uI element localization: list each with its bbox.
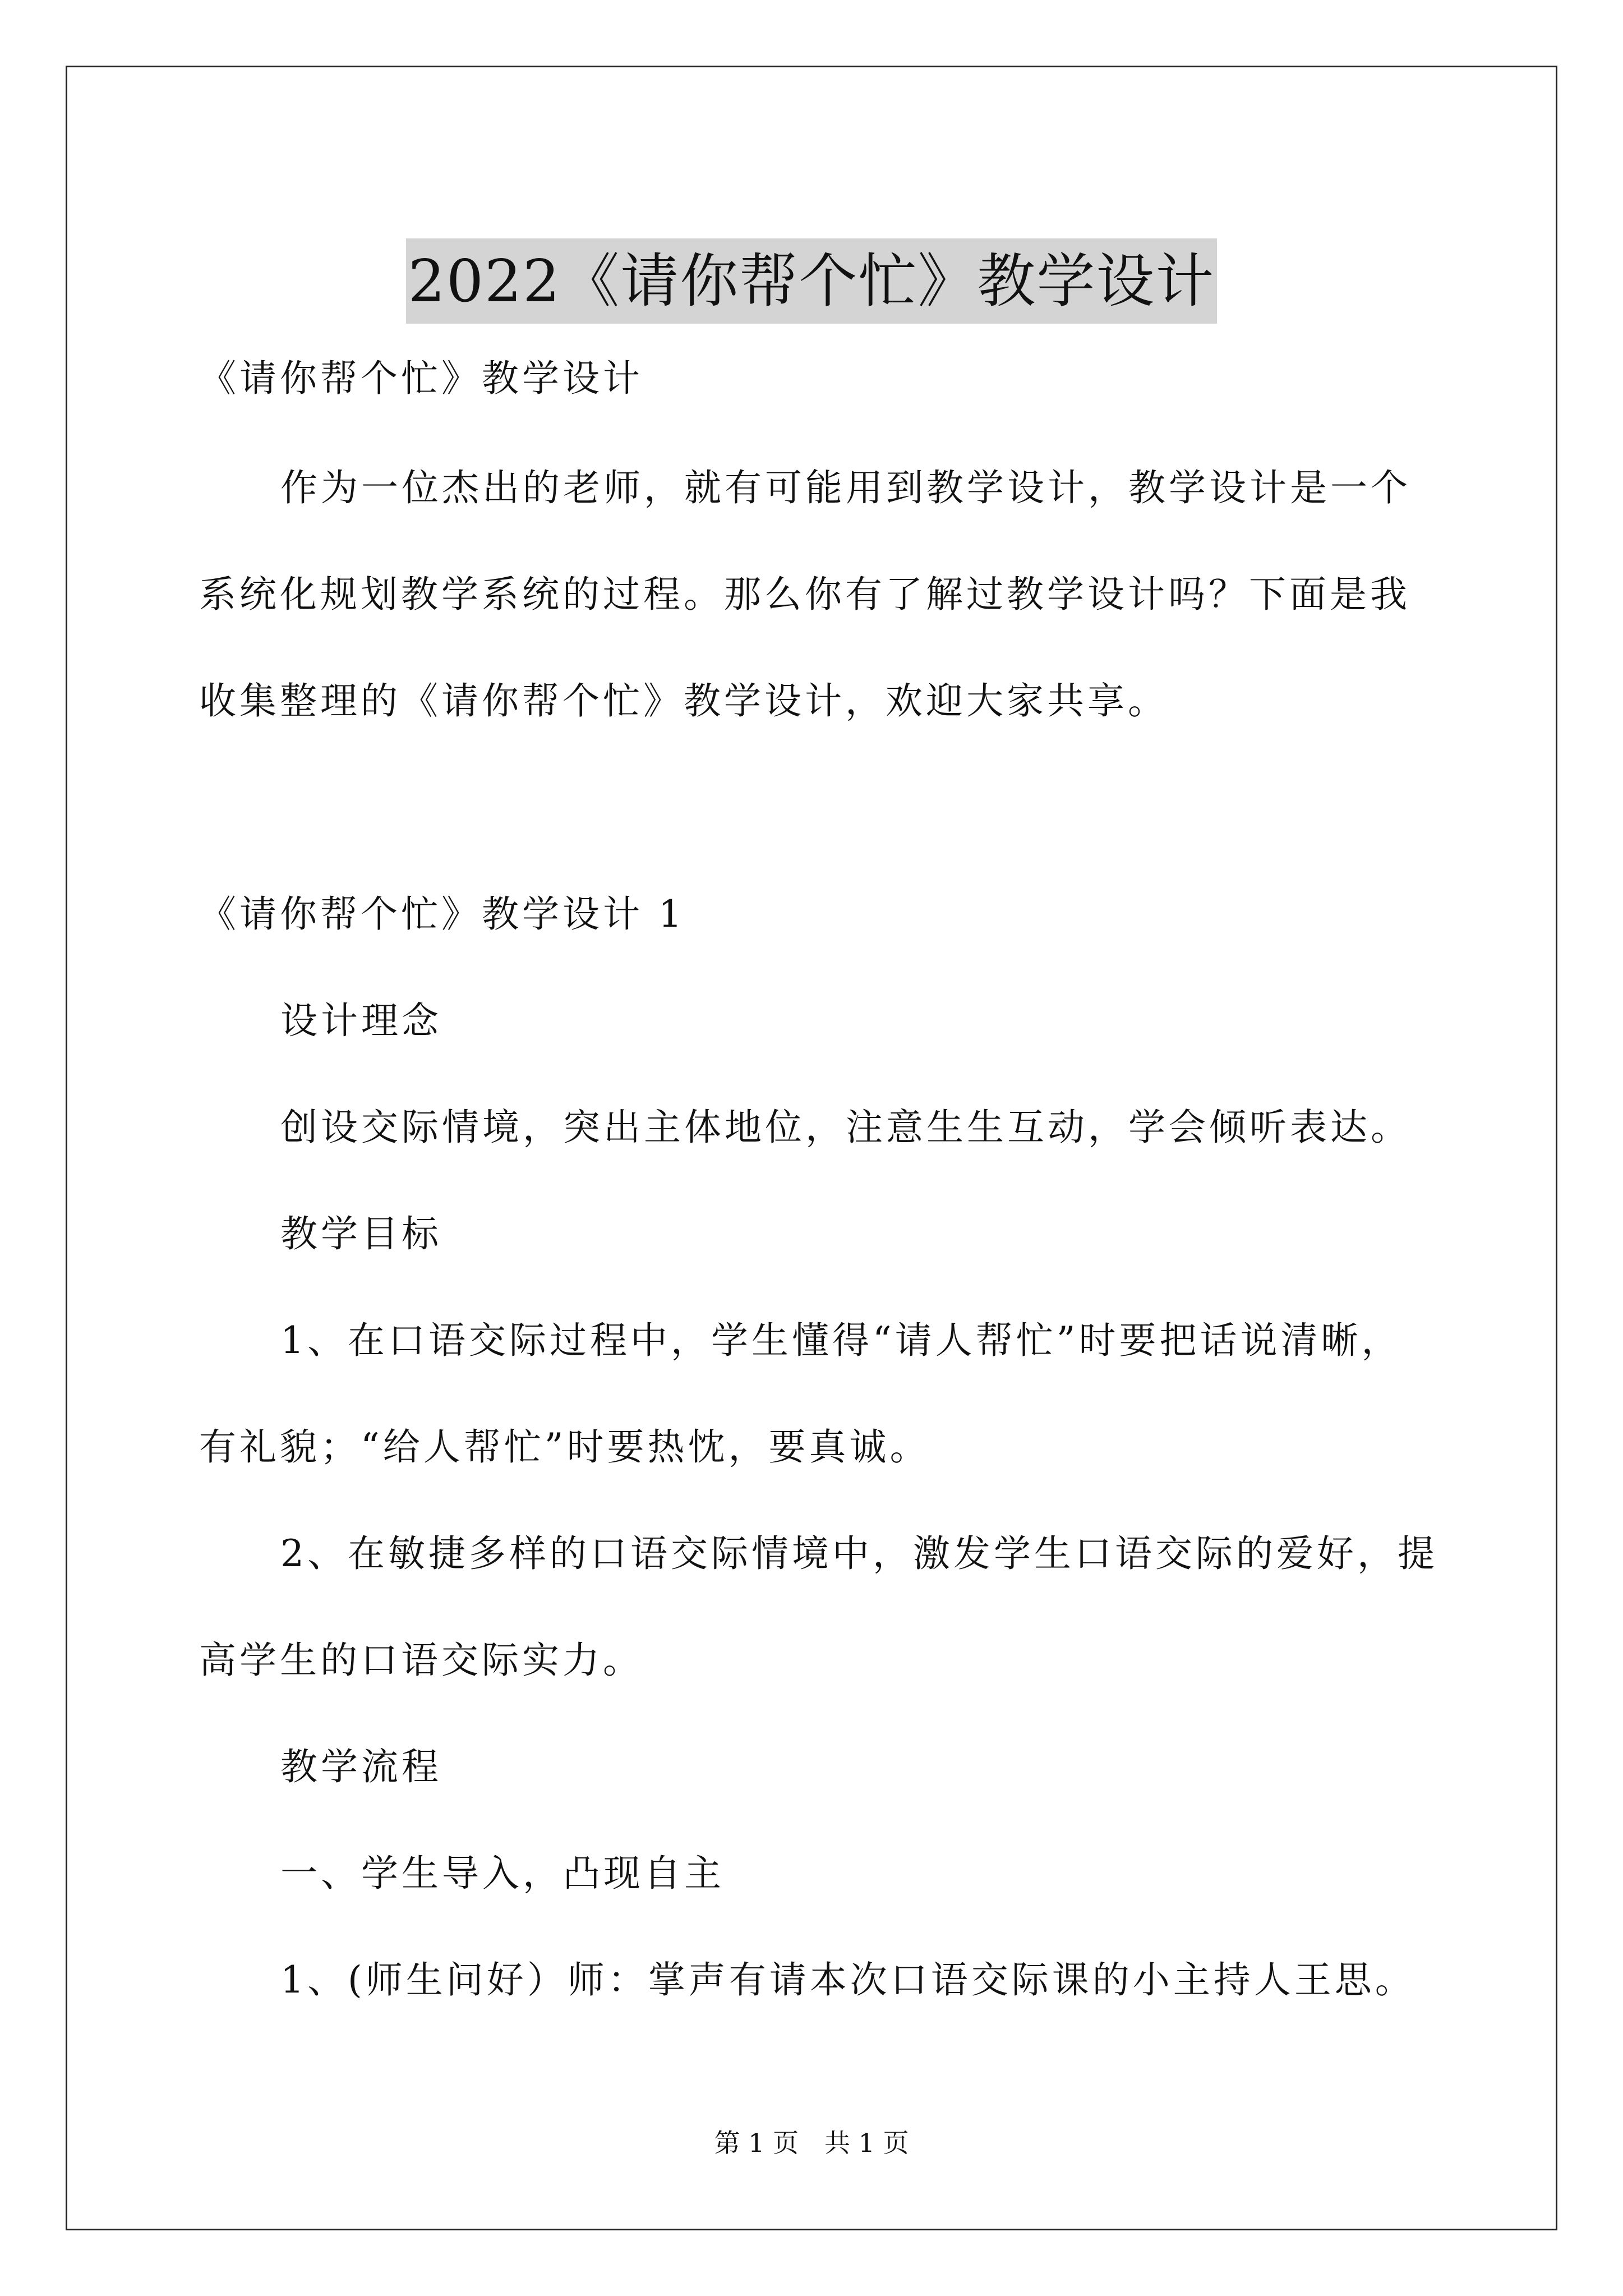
subheading-teaching-process: 教学流程 (280, 1745, 442, 1788)
paragraph-line: 系统化规划教学系统的过程。那么你有了解过教学设计吗？下面是我 (199, 573, 1410, 616)
paragraph-line: 有礼貌；“给人帮忙”时要热忱，要真诚。 (199, 1425, 930, 1469)
paragraph-line: 创设交际情境，突出主体地位，注意生生互动，学会倾听表达。 (280, 1106, 1411, 1149)
section-heading: 《请你帮个忙》教学设计 1 (199, 892, 685, 936)
subtitle-line: 《请你帮个忙》教学设计 (199, 357, 643, 400)
page-footer: 第 1 页 共 1 页 (714, 2128, 909, 2158)
paragraph-line: 收集整理的《请你帮个忙》教学设计，欢迎大家共享。 (199, 679, 1168, 723)
paragraph-line: 2、在敏捷多样的口语交际情境中，激发学生口语交际的爱好，提 (280, 1532, 1438, 1575)
paragraph-line: 1、(师生问好）师：掌声有请本次口语交际课的小主持人王思。 (280, 1958, 1415, 2001)
subheading-teaching-goals: 教学目标 (280, 1212, 442, 1255)
paragraph-line: 高学生的口语交际实力。 (199, 1639, 643, 1682)
paragraph-line: 1、在口语交际过程中，学生懂得“请人帮忙”时要把话说清晰， (280, 1319, 1402, 1362)
subheading-design-concept: 设计理念 (280, 999, 442, 1042)
paragraph-line: 一、学生导入，凸现自主 (280, 1852, 725, 1895)
paragraph-line: 作为一位杰出的老师，就有可能用到教学设计，教学设计是一个 (280, 466, 1411, 509)
title-container (0, 199, 1623, 362)
document-title: 2022《请你帮个忙》教学设计 (406, 238, 1218, 324)
